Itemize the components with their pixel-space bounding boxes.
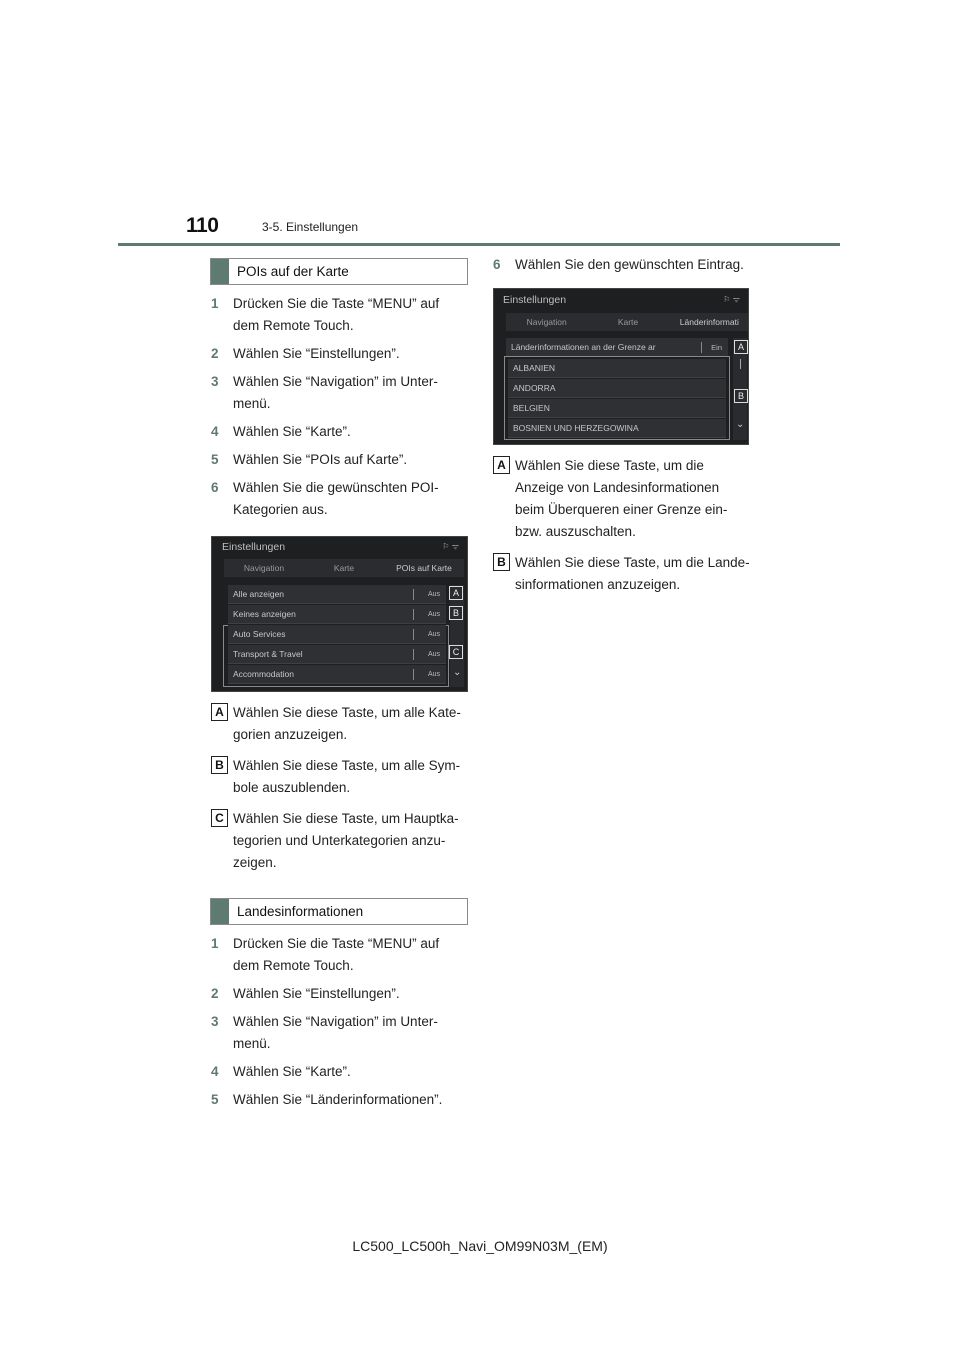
desc-b: Wählen Sie diese Taste, um alle Sym- bole auszublenden. bbox=[233, 758, 461, 795]
row-transport-travel[interactable]: Transport & Travel Aus bbox=[228, 645, 446, 664]
marker-c: C bbox=[449, 645, 463, 659]
marker-a: A bbox=[449, 586, 463, 600]
heading-bar bbox=[211, 899, 229, 924]
land-steps: 1 Drücken Sie die Taste “MENU” auf dem Remote Touch. 2 Wählen Sie “Einstellungen”. 3 Wählen Sie “Navigation” im Unter- menü. 4 Wählen Sie “Karte”. 5 Wählen Sie “Länderinformationen”. bbox=[211, 936, 443, 1107]
label-b: B bbox=[211, 756, 228, 774]
poi-settings-screen bbox=[211, 536, 468, 692]
poi-steps: 1 Drücken Sie die Taste “MENU” auf dem Remote Touch. 2 Wählen Sie “Einstellungen”. 3 Wählen Sie “Navigation” im Unter- menü. 4 Wählen Sie “Karte”. 5 Wählen Sie “POIs auf Karte”. 6 Wählen Sie die gewünschten POI- Kategorien aus. bbox=[211, 296, 440, 517]
page-number: 110 bbox=[186, 214, 219, 237]
desc-c: Wählen Sie diese Taste, um Hauptka- tegorien und Unterkategorien anzu- zeigen. bbox=[233, 811, 459, 870]
screen-title: Einstellungen bbox=[222, 541, 286, 553]
screen-tabs bbox=[224, 559, 464, 577]
row-accommodation[interactable]: Accommodation Aus bbox=[228, 665, 446, 684]
footer-code: LC500_LC500h_Navi_OM99N03M_(EM) bbox=[352, 1238, 608, 1254]
poi-heading: POIs auf der Karte bbox=[237, 264, 349, 279]
desc-land-b: Wählen Sie diese Taste, um die Lande- sinformationen anzuzeigen. bbox=[515, 555, 750, 592]
row-grenze-toggle[interactable]: Länderinformationen an der Grenze ar Ein bbox=[506, 338, 728, 357]
tab-pois[interactable]: POIs auf Karte bbox=[396, 563, 452, 573]
row-auto-services[interactable]: Auto Services Aus bbox=[228, 625, 446, 644]
land-step-6: 6 Wählen Sie den gewünschten Eintrag. bbox=[493, 257, 744, 272]
tab-karte[interactable]: Karte bbox=[617, 317, 639, 327]
land-heading-box bbox=[210, 898, 468, 925]
chevron-down-icon[interactable]: ⌄ bbox=[736, 419, 745, 430]
header-rule bbox=[118, 243, 840, 246]
label-a: A bbox=[493, 456, 510, 474]
row-alle-anzeigen[interactable]: Alle anzeigen Aus bbox=[228, 585, 446, 604]
screen-title: Einstellungen bbox=[503, 294, 567, 306]
tab-navigation[interactable]: Navigation bbox=[526, 317, 567, 327]
chevron-down-icon[interactable]: ⌄ bbox=[453, 667, 462, 678]
land-settings-screen bbox=[493, 288, 749, 445]
country-row[interactable]: BOSNIEN UND HERZEGOWINA bbox=[508, 419, 726, 438]
marker-a: A bbox=[734, 340, 748, 354]
scroll-thumb[interactable] bbox=[740, 359, 741, 369]
label-a: A bbox=[211, 703, 228, 721]
country-row[interactable]: ANDORRA bbox=[508, 379, 726, 398]
heading-bar bbox=[211, 259, 229, 284]
land-heading: Landesinformationen bbox=[237, 904, 364, 919]
status-icons: ⚐ ᯤ bbox=[723, 295, 740, 304]
country-row[interactable]: BELGIEN bbox=[508, 399, 726, 418]
country-row[interactable]: ALBANIEN bbox=[508, 359, 726, 378]
status-icons: ⚐ ᯤ bbox=[442, 542, 459, 551]
label-b: B bbox=[493, 553, 510, 571]
marker-b: B bbox=[734, 389, 748, 403]
desc-a: Wählen Sie diese Taste, um alle Kate- gorien anzuzeigen. bbox=[233, 705, 461, 742]
section-title: 3-5. Einstellungen bbox=[262, 220, 359, 234]
poi-heading-box bbox=[210, 258, 468, 285]
marker-b: B bbox=[449, 606, 463, 620]
tab-laenderinfo[interactable]: Länderinformati bbox=[679, 317, 739, 327]
screen-tabs bbox=[506, 313, 749, 331]
tab-karte[interactable]: Karte bbox=[333, 563, 355, 573]
desc-land-a: Wählen Sie diese Taste, um die Anzeige von Landesinformationen beim Überqueren einer Grenze ein- bzw. auszuschalten. bbox=[515, 458, 728, 539]
row-keines-anzeigen[interactable]: Keines anzeigen Aus bbox=[228, 605, 446, 624]
label-c: C bbox=[211, 809, 228, 827]
tab-navigation[interactable]: Navigation bbox=[243, 563, 285, 573]
